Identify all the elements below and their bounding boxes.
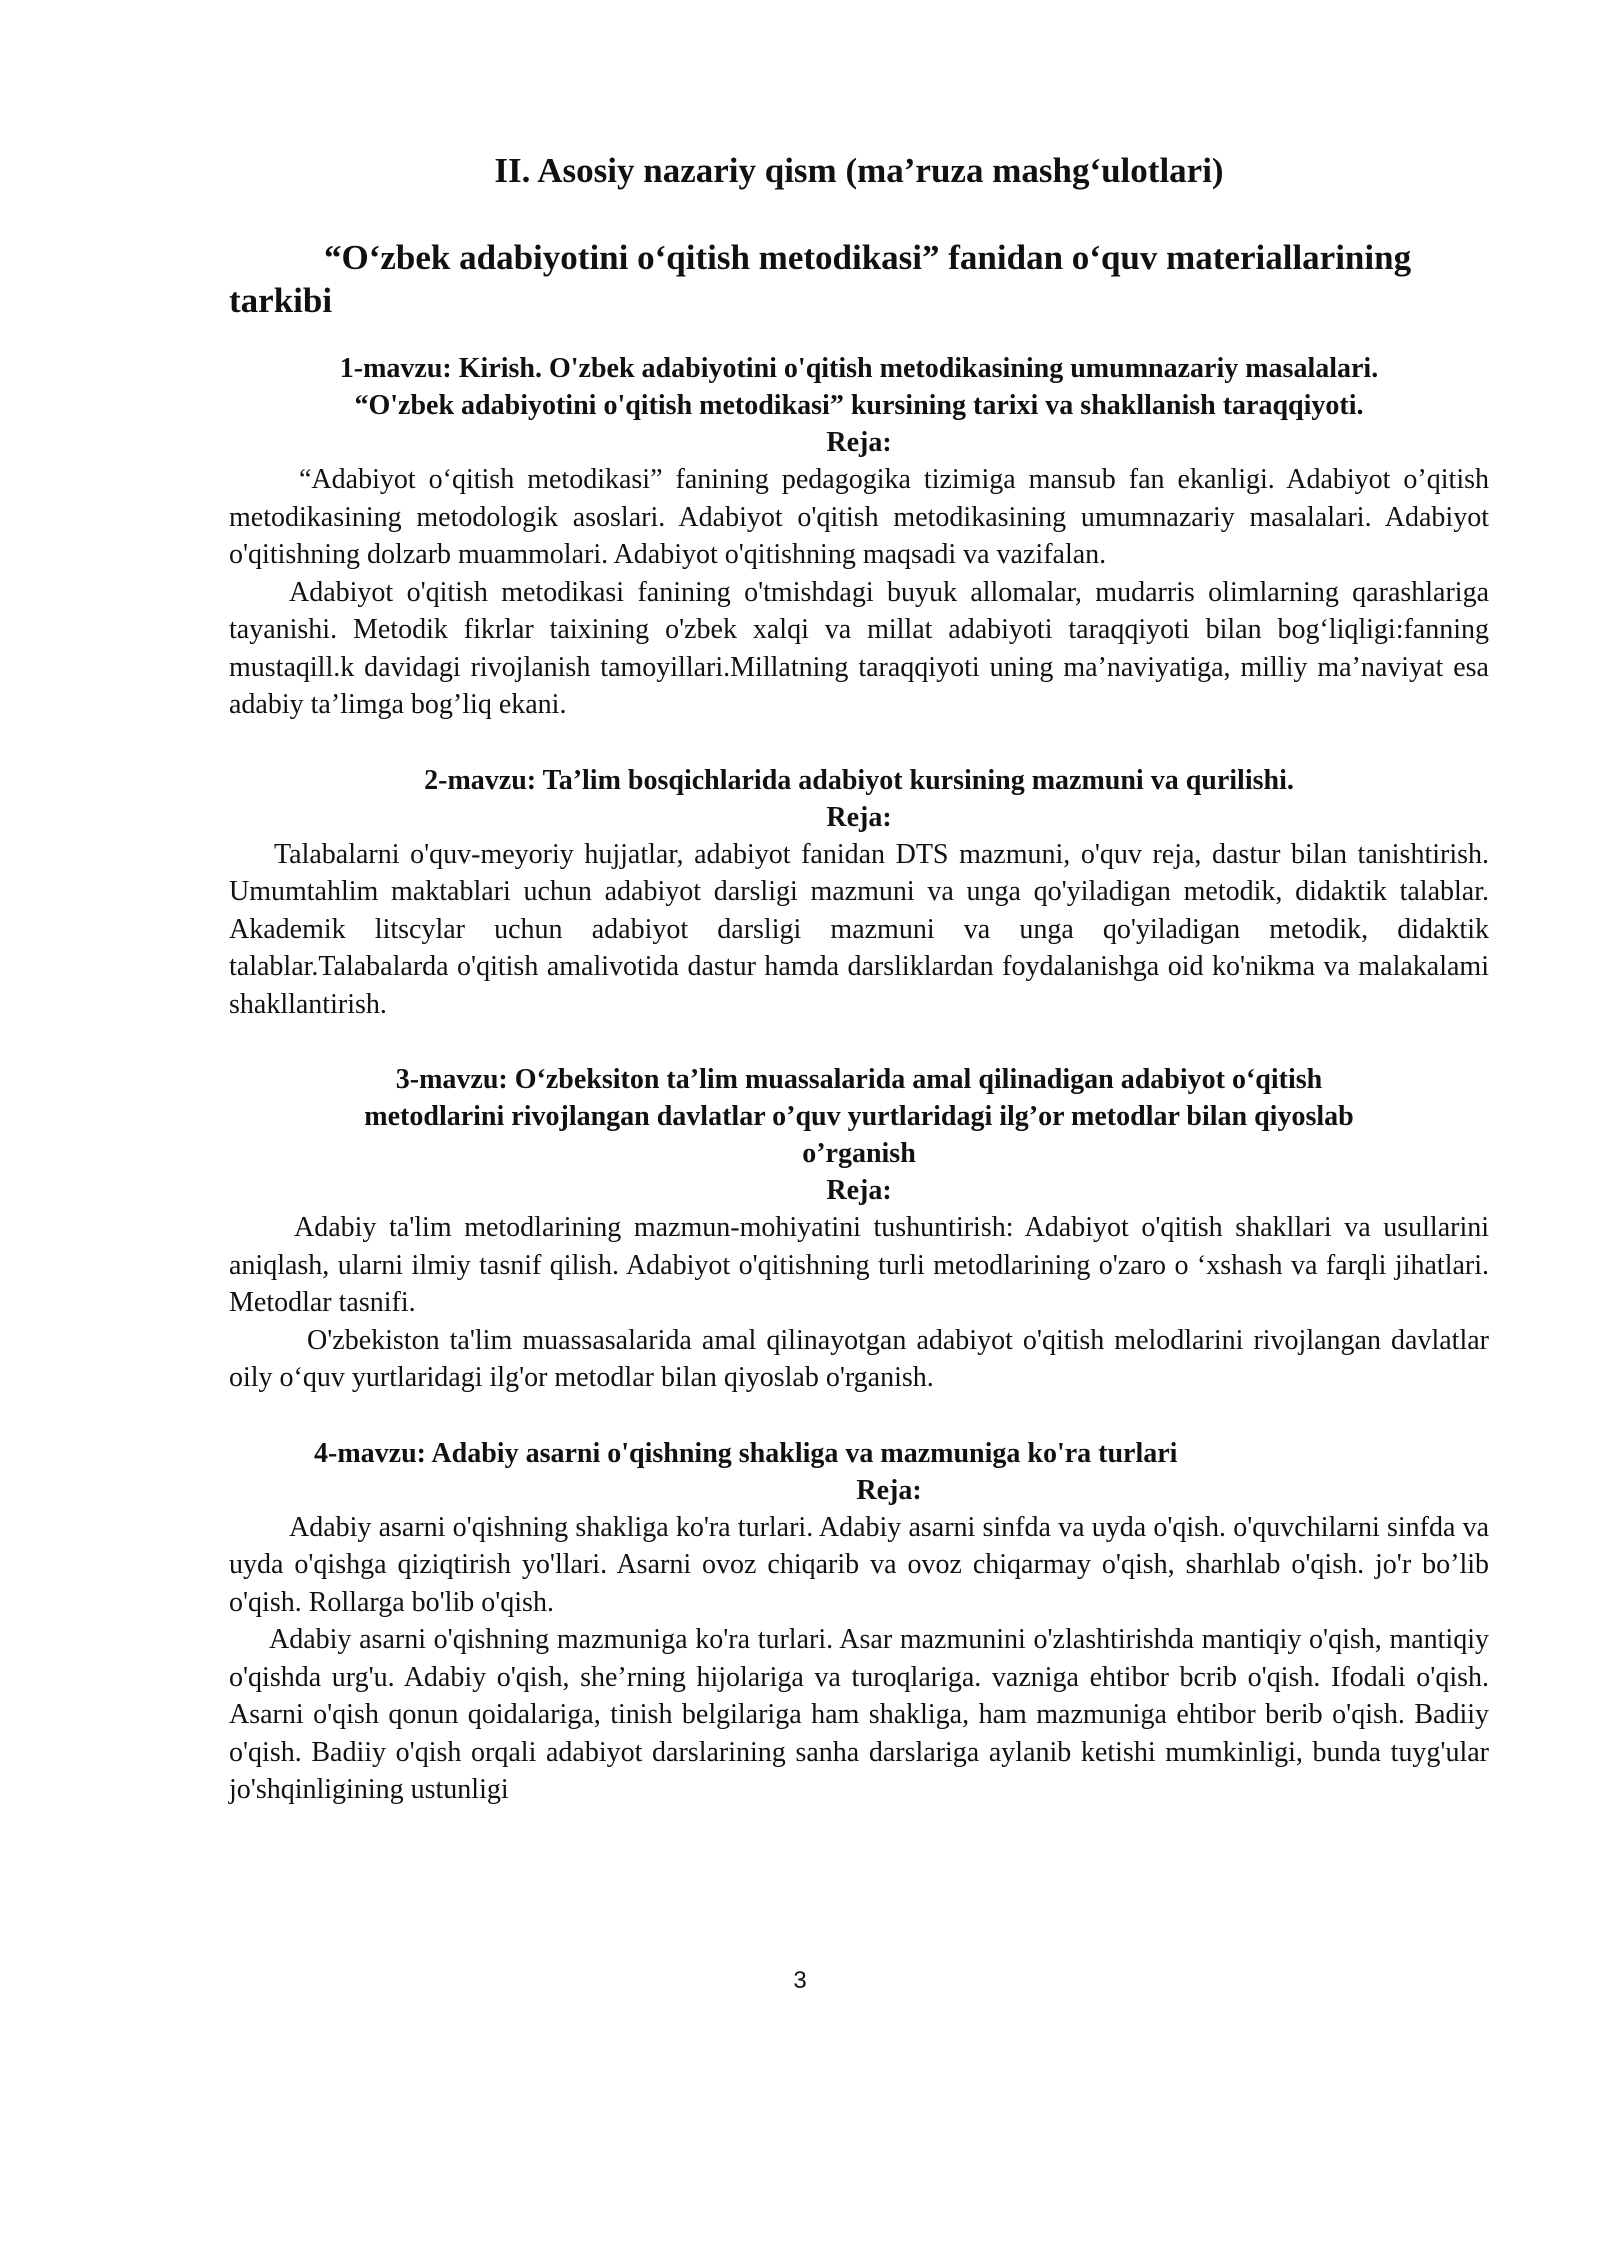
topic-1-paragraph-1: “Adabiyot o‘qitish metodikasi” fanining pedagogika tizimiga mansub fan ekanligi. Adabiyot o’qitish metodikasining metodologik asoslari. Adabiyot o'qitish metodikasining umumnazariy masalalari. Adabiyot o'qitishning dolzarb muammolari. Adabiyot o'qitishning maqsadi va vazifalan. xyxy=(229,464,1489,570)
topic-3-title-line-3: o’rganish xyxy=(802,1138,916,1169)
topic-1-title xyxy=(229,350,1489,424)
topic-4-reja-label: Reja: xyxy=(856,1474,922,1506)
topic-2-title xyxy=(229,762,1489,799)
topic-2 xyxy=(229,762,1489,1024)
topic-3-title-line-2: metodlarini rivojlangan davlatlar o’quv yurtlaridagi ilg’or metodlar bilan qiyoslab xyxy=(364,1101,1354,1132)
document-page xyxy=(229,150,1489,1809)
topic-4-title xyxy=(229,1435,1489,1472)
topic-1-title-line-1: 1-mavzu: Kirish. O'zbek adabiyotini o'qitish metodikasining umumnazariy masalalari. xyxy=(339,353,1379,384)
spacer xyxy=(229,1023,1489,1061)
topic-4-paragraph-1: Adabiy asarni o'qishning shakliga ko'ra turlari. Adabiy asarni sinfda va uyda o'qish. o'quvchilarni sinfda va uyda o'qishga qiziqtirish yo'llari. Asarni ovoz chiqarib va ovoz chiqarmay o'qish, sharhlab o'qish. jo'r bo’lib o'qish. Rollarga bo'lib o'qish. xyxy=(229,1511,1489,1618)
topic-4 xyxy=(229,1435,1489,1809)
topic-1-reja-label: Reja: xyxy=(826,427,892,458)
topic-2-reja-label: Reja: xyxy=(826,801,892,833)
page-number: 3 xyxy=(793,1967,807,1994)
spacer xyxy=(229,724,1489,762)
spacer xyxy=(229,1397,1489,1435)
topic-3-title-line-1: 3-mavzu: O‘zbeksiton ta’lim muassalarida amal qilinadigan adabiyot o‘qitish xyxy=(395,1064,1323,1095)
topic-3-paragraph-2: O'zbekiston ta'lim muassasalarida amal qilinayotgan adabiyot o'qitish melodlarini rivojlangan davlatlar oily o‘quv yurtlaridagi ilg'or metodlar bilan qiyoslab o'rganish. xyxy=(229,1324,1489,1393)
topic-3-title xyxy=(229,1061,1489,1172)
topic-4-title-line-1: 4-mavzu: Adabiy asarni o'qishning shakliga va mazmuniga ko'ra turlari xyxy=(314,1437,1178,1469)
topic-3-reja-label: Reja: xyxy=(826,1175,892,1206)
topic-1-title-line-2: “O'zbek adabiyotini o'qitish metodikasi” kursining tarixi va shakllanish taraqqiyoti. xyxy=(354,390,1364,421)
topic-3 xyxy=(229,1061,1489,1397)
section-title: II. Asosiy nazariy qism (ma’ruza mashg‘ulotlari) xyxy=(494,151,1224,190)
topic-1-paragraph-2: Adabiyot o'qitish metodikasi fanining o'tmishdagi buyuk allomalar, mudarris olimlarning qarashlariga tayanishi. Metodik fikrlar taixining o'zbek xalqi va millat adabiyoti taraqqiyoti bilan bog‘liqligi:fanning mustaqill.k davidagi rivojlanish tamoyillari.Millatning taraqqiyoti uning ma’naviyatiga, milliy ma’naviyat esa adabiy ta’limga bog’liq ekani. xyxy=(229,576,1489,720)
topic-4-paragraph-2: Adabiy asarni o'qishning mazmuniga ko'ra turlari. Asar mazmunini o'zlashtirishda mantiqiy o'qish, mantiqiy o'qishda urg'u. Adabiy o'qish, she’rning hijolariga va turoqlariga. vazniga ehtibor bcrib o'qish. Ifodali o'qish. Asarni o'qish qonun qoidalariga, tinish belgilariga ham shakliga, ham mazmuniga ehtibor berib o'qish. Badiiy o'qish. Badiiy o'qish orqali adabiyot darslarining sanha darslariga aylanib ketishi mumkinligi, bunda tuyg'ular jo'shqinligining ustunligi xyxy=(229,1624,1489,1805)
topic-3-paragraph-1: Adabiy ta'lim metodlarining mazmun-mohiyatini tushuntirish: Adabiyot o'qitish shakllari va usullarini aniqlash, ularni ilmiy tasnif qilish. Adabiyot o'qitishning turli metodlarining o'zaro o ‘xshash va farqli jihatlari. Metodlar tasnifi. xyxy=(229,1212,1489,1318)
topic-1 xyxy=(229,350,1489,724)
topic-2-paragraph-1: Talabalarni o'quv-meyoriy hujjatlar, adabiyot fanidan DTS mazmuni, o'quv reja, dastur bilan tanishtirish. Umumtahlim maktablari uchun adabiyot darsligi mazmuni va unga qo'yiladigan metodik, didaktik talablar. Akademik litscylar uchun adabiyot darsligi mazmuni va unga qo'yiladigan metodik, didaktik talablar.Talabalarda o'qitish amalivotida dastur hamda darsliklardan foydalanishga oid ko'nikma va malakalami shakllantirish. xyxy=(229,838,1489,1020)
topic-2-title-line-1: 2-mavzu: Ta’lim bosqichlarida adabiyot kursining mazmuni va qurilishi. xyxy=(424,764,1294,796)
subject-title: “O‘zbek adabiyotini o‘qitish metodikasi” fanidan o‘quv materiallarining tarkibi xyxy=(229,238,1412,320)
